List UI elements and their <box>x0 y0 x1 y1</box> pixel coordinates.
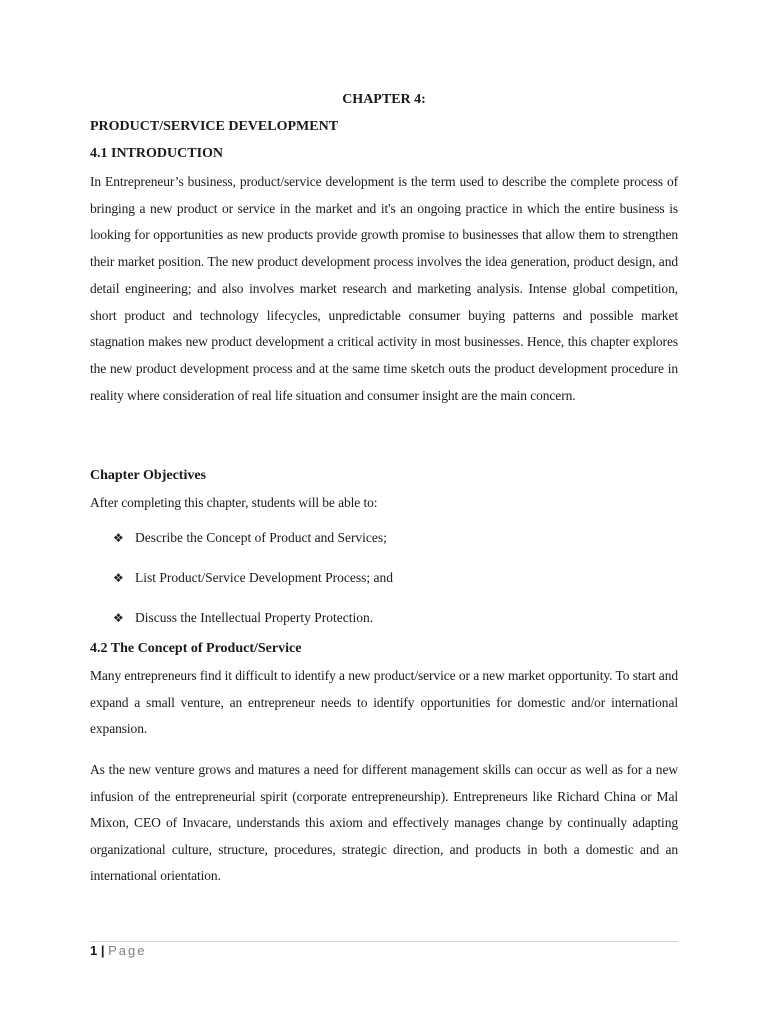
diamond-bullet-icon: ❖ <box>113 531 124 545</box>
concept-paragraph-2: As the new venture grows and matures a need for different management skills can occur as well as for a new infusion of the entrepreneurial spirit (corporate entrepreneurship). Entrepreneurs like Richard China or Mal Mixon, CEO of Invacare, understands this axiom and effectively manages change by continually adapting organizational culture, structure, procedures, strategic direction, and products in both a domestic and an international orientation. <box>90 762 678 883</box>
page-number: 1 <box>90 943 98 958</box>
diamond-bullet-icon: ❖ <box>113 571 124 585</box>
objectives-heading: Chapter Objectives <box>90 468 206 483</box>
concept-heading: 4.2 The Concept of Product/Service <box>90 641 302 656</box>
footer-separator: | <box>100 943 105 958</box>
objective-item: ❖ Describe the Concept of Product and Services; <box>113 530 387 545</box>
chapter-subtitle: PRODUCT/SERVICE DEVELOPMENT <box>90 119 339 134</box>
objective-item: ❖ Discuss the Intellectual Property Protection. <box>113 610 374 625</box>
intro-paragraph: In Entrepreneur’s business, product/service development is the term used to describe the complete process of bringing a new product or service in the market and it's an ongoing practice in which the entire business is looking for opportunities as new products provide growth promise to businesses that allow them to strengthen their market position. The new product development process involves the idea generation, product design, and detail engineering; and also involves market research and marketing analysis. Intense global competition, short product and technology lifecycles, unpredictable consumer buying patterns and possible market stagnation makes new product development a critical activity in most businesses. Hence, this chapter explores the new product development process and at the same time sketch outs the product development procedure in reality where consideration of real life situation and consumer insight are the main concern. <box>90 174 678 403</box>
concept-paragraph-1: Many entrepreneurs find it difficult to identify a new product/service or a new market opportunity. To start and expand a small venture, an entrepreneur needs to identify opportunities for domestic and/or international expansion. <box>90 668 678 737</box>
footer-divider <box>90 941 678 942</box>
objectives-lead: After completing this chapter, students will be able to: <box>90 495 378 510</box>
diamond-bullet-icon: ❖ <box>113 611 124 625</box>
chapter-title: CHAPTER 4: <box>342 92 426 107</box>
intro-heading: 4.1 INTRODUCTION <box>90 146 224 161</box>
page-label: Page <box>108 943 147 958</box>
objective-item: ❖ List Product/Service Development Process; and <box>113 570 393 585</box>
page-footer <box>90 943 147 958</box>
